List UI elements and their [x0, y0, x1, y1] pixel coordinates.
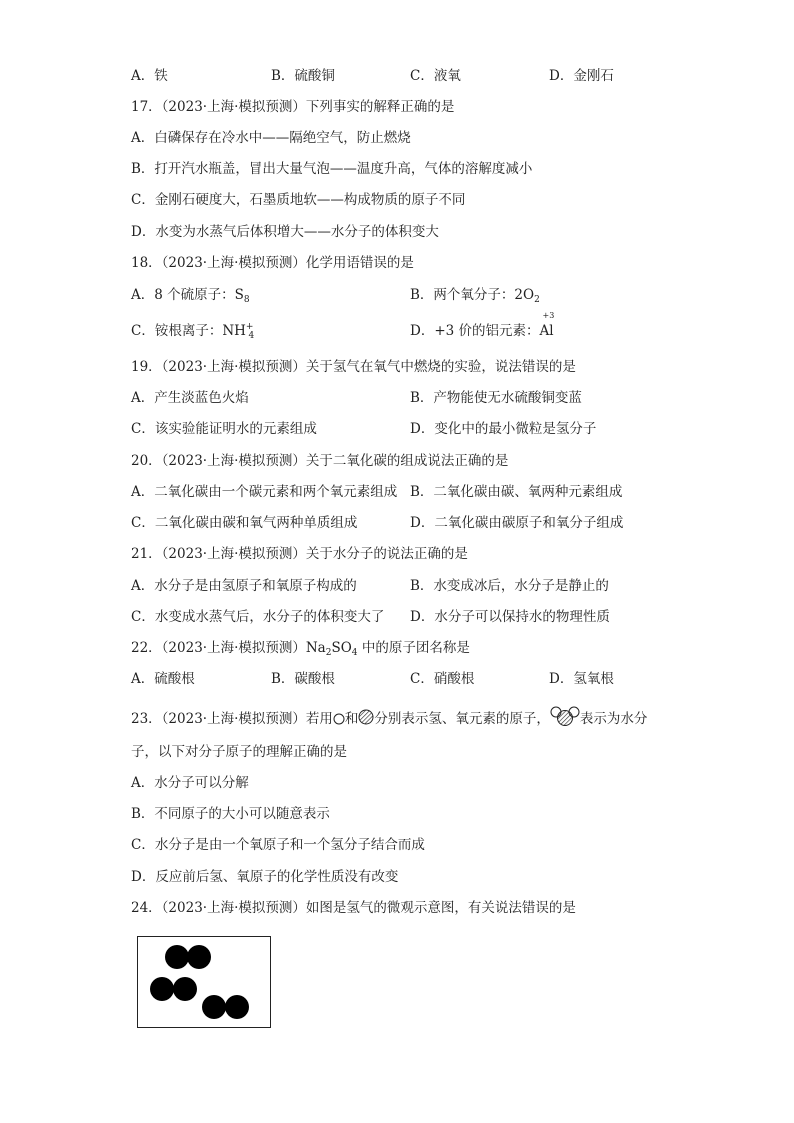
- q20-option-d: D．二氧化碳由碳原子和氧分子组成: [410, 515, 624, 531]
- q18-option-d: [410, 311, 555, 341]
- q19-option-a: A．产生淡蓝色火焰: [131, 390, 249, 406]
- q22-formula-mid: SO: [331, 640, 352, 656]
- q16-option-d: D．金刚石: [549, 68, 614, 84]
- q21-option-a: A．水分子是由氢原子和氧原子构成的: [131, 578, 357, 594]
- q23-stem-line2: 子，以下对分子原子的理解正确的是: [131, 744, 347, 760]
- q18-option-b: [410, 285, 540, 305]
- q18-option-a: [131, 285, 250, 305]
- q18-a-text: A．8 个硫原子：S: [131, 287, 244, 303]
- q23-stem-text-4: 表示为水分: [579, 711, 648, 727]
- q19-stem: 19．（2023·上海·模拟预测）关于氢气在氧气中燃烧的实验，说法错误的是: [131, 359, 576, 375]
- q16-option-a: A．铁: [131, 68, 168, 84]
- q18-option-c: [131, 321, 254, 341]
- q22-stem-text: 22．（2023·上海·模拟预测）Na: [131, 640, 326, 656]
- q24-stem: 24．（2023·上海·模拟预测）如图是氢气的微观示意图，有关说法错误的是: [131, 900, 576, 916]
- q18-b-text: B．两个氧分子：2O: [410, 287, 535, 303]
- q23-stem-text-1: 23．（2023·上海·模拟预测）若用: [131, 711, 333, 727]
- q18-d-valence-symbol: [539, 311, 555, 341]
- q22-option-b: B．碳酸根: [271, 671, 335, 687]
- q19-option-c: C．该实验能证明水的元素组成: [131, 421, 317, 437]
- q21-option-c: C．水变成水蒸气后，水分子的体积变大了: [131, 609, 385, 625]
- q18-d-text: D．+3 价的铝元素：: [410, 323, 540, 339]
- q21-option-d: D．水分子可以保持水的物理性质: [410, 609, 610, 625]
- q23-stem-text-2: 和: [344, 711, 359, 727]
- q17-stem: 17．（2023·上海·模拟预测）下列事实的解释正确的是: [131, 99, 455, 115]
- hydrogen-atom-icon: [333, 713, 345, 725]
- q22-option-a: A．硫酸根: [131, 671, 195, 687]
- q17-option-a: A．白磷保存在冷水中——隔绝空气，防止燃烧: [131, 130, 411, 146]
- q18-a-subscript: 8: [243, 295, 250, 305]
- q16-option-c: C．液氧: [410, 68, 461, 84]
- q20-stem: 20．（2023·上海·模拟预测）关于二氧化碳的组成说法正确的是: [131, 453, 509, 469]
- q18-c-text: C．铵根离子：NH: [131, 323, 246, 339]
- q19-option-b: B．产物能使无水硫酸铜变蓝: [410, 390, 582, 406]
- q23-option-b: B．不同原子的大小可以随意表示: [131, 806, 330, 822]
- q23-stem-text-3: 分别表示氢、氧元素的原子，: [374, 711, 550, 727]
- hydrogen-atom: [150, 977, 174, 1001]
- q20-option-c: C．二氧化碳由碳和氧气两种单质组成: [131, 515, 358, 531]
- q16-option-b: B．硫酸铜: [271, 68, 335, 84]
- hydrogen-atom: [225, 995, 249, 1019]
- q19-option-d: D．变化中的最小微粒是氢分子: [410, 421, 597, 437]
- q18-d-valence: +3: [542, 311, 555, 320]
- q17-option-c: C．金刚石硬度大，石墨质地软——构成物质的原子不同: [131, 192, 466, 208]
- oxygen-atom-icon: [358, 709, 374, 725]
- hydrogen-atom: [165, 945, 189, 969]
- q23-stem: [131, 705, 647, 729]
- q18-d-element: Al: [539, 323, 554, 339]
- q18-b-subscript: 2: [534, 295, 540, 305]
- hydrogen-molecule-diagram: [137, 936, 271, 1028]
- q22-sub1: 2: [325, 648, 332, 658]
- water-molecule-icon: [550, 705, 580, 727]
- q23-option-c: C．水分子是由一个氧原子和一个氢分子结合而成: [131, 837, 425, 853]
- q18-stem: 18．（2023·上海·模拟预测）化学用语错误的是: [131, 255, 414, 271]
- q22-option-c: C．硝酸根: [410, 671, 475, 687]
- q21-stem: 21．（2023·上海·模拟预测）关于水分子的说法正确的是: [131, 546, 468, 562]
- q22-stem: [131, 638, 470, 658]
- q22-option-d: D．氢氧根: [549, 671, 614, 687]
- hydrogen-atom: [187, 945, 211, 969]
- q17-option-d: D．水变为水蒸气后体积增大——水分子的体积变大: [131, 224, 439, 240]
- q22-sub2: 4: [351, 648, 358, 658]
- q18-c-subscript: 4: [248, 331, 255, 341]
- hydrogen-atom: [173, 977, 197, 1001]
- q22-stem-suffix: 中的原子团名称是: [357, 640, 470, 656]
- q21-option-b: B．水变成冰后，水分子是静止的: [410, 578, 609, 594]
- q18-c-superscript: +: [245, 322, 254, 332]
- q20-option-a: A．二氧化碳由一个碳元素和两个氧元素组成: [131, 484, 398, 500]
- q23-option-d: D．反应前后氢、氧原子的化学性质没有改变: [131, 869, 399, 885]
- q17-option-b: B．打开汽水瓶盖，冒出大量气泡——温度升高，气体的溶解度减小: [131, 161, 533, 177]
- q20-option-b: B．二氧化碳由碳、氧两种元素组成: [410, 484, 623, 500]
- q23-option-a: A．水分子可以分解: [131, 775, 249, 791]
- hydrogen-atom: [202, 995, 226, 1019]
